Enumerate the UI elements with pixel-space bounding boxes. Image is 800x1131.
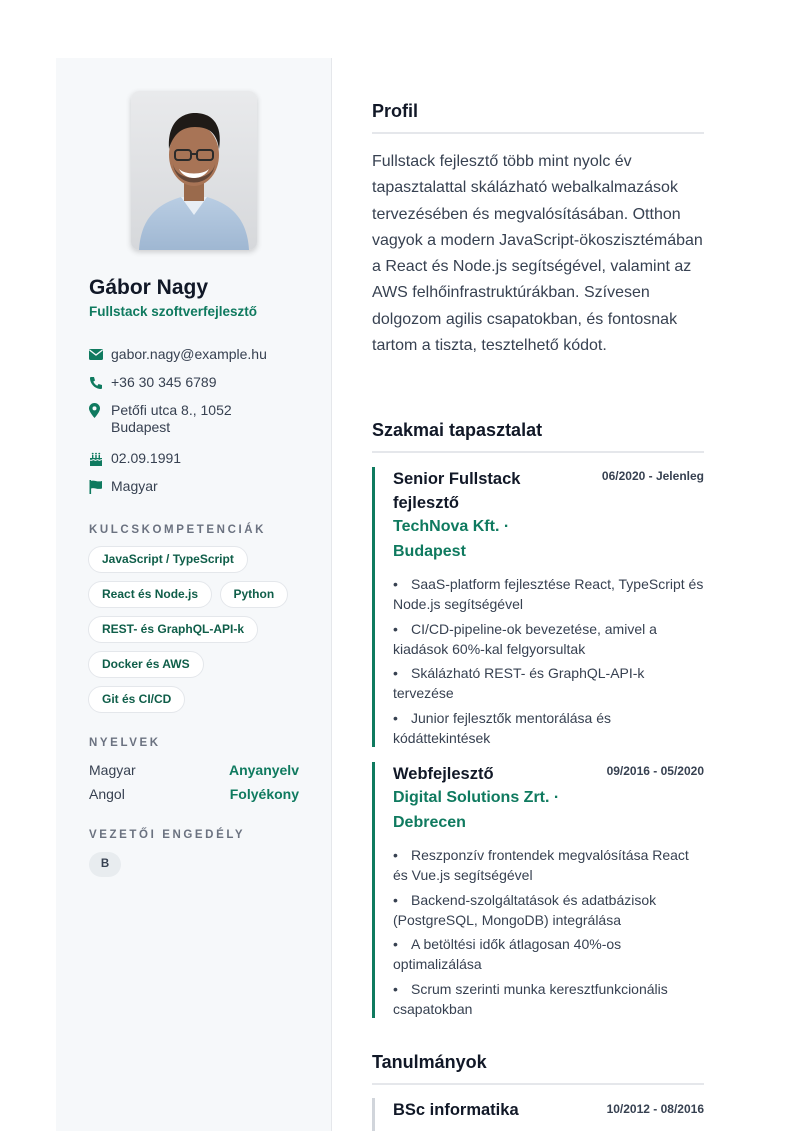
language-row [89,762,299,786]
education-heading: Tanulmányok [372,1052,704,1085]
job-bullets [393,574,704,748]
phone-icon [89,374,105,391]
job-header [393,467,704,564]
profile-heading: Profil [372,101,704,134]
person-role: Fullstack szoftverfejlesztő [89,304,258,319]
job-bullet: • Reszponzív frontendek megvalósítása React és Vue.js segítségével [393,847,689,883]
education-entry [372,1098,704,1131]
license-badge: B [89,852,121,877]
experience-heading: Szakmai tapasztalat [372,420,704,453]
email-text: gabor.nagy@example.hu [111,346,267,362]
job-dates: 09/2016 - 05/2020 [606,764,704,778]
competency-chips [88,546,313,721]
map-pin-icon [89,402,105,419]
contact-phone[interactable] [89,374,319,402]
job-bullet: • Scrum szerinti munka keresztfunkcionális csapatokban [393,980,668,1017]
language-level: Anyanyelv [228,762,299,778]
contact-email[interactable] [89,346,319,374]
competency-chip: Python [220,581,289,608]
contact-nationality [89,478,319,506]
competency-chip: Docker és AWS [88,651,204,678]
job-entry [372,467,704,747]
competency-chip: JavaScript / TypeScript [88,546,248,573]
job-dates: 06/2020 - Jelenleg [601,469,704,483]
profile-text: Fullstack fejlesztő több mint nyolc év tapasztalattal skálázható webalkalmazások tervezésében és megvalósításában. Otthon vagyok a modern JavaScript-ökoszisztémában a React és Node.js segítségével, valamint az AWS felhőinfrastruktúrákban. Szívesen dolgozom agilis csapatokban, és fontosnak tartom a tiszta, tesztelhető kódot. [372,153,703,355]
education-dates: 10/2012 - 08/2016 [606,1102,704,1116]
person-name: Gábor Nagy [89,276,209,299]
profile-photo [131,91,257,250]
language-name: Angol [89,786,125,802]
contact-list [89,346,319,506]
profile-photo-image [131,91,257,250]
competency-chip: REST- és GraphQL-API-k [88,616,258,643]
job-bullet: • A betöltési idők átlagosan 40%-os optimalizálása [393,936,622,972]
language-row [89,786,299,810]
job-header [393,762,704,835]
job-bullets [393,845,704,1019]
job-bullet: • Skálázható REST- és GraphQL-API-k tervezése [393,665,645,701]
education-title: BSc informatika [393,1101,519,1119]
address-text: Petőfi utca 8., 1052 Budapest [111,402,232,435]
birthday-cake-icon [89,450,105,467]
license-label: VEZETŐI ENGEDÉLY [89,829,246,841]
phone-text: +36 30 345 6789 [111,374,217,390]
birthdate-text: 02.09.1991 [111,450,182,466]
job-title: Webfejlesztő [393,765,494,783]
job-company: TechNova Kft. · Budapest [393,518,510,560]
nationality-text: Magyar [111,478,158,494]
competencies-label: KULCSKOMPETENCIÁK [89,524,267,536]
job-bullet: • Backend-szolgáltatások és adatbázisok (PostgreSQL, MongoDB) integrálása [393,891,657,928]
language-level: Folyékony [229,786,299,802]
envelope-icon [89,346,105,363]
contact-address [89,402,319,450]
languages-label: NYELVEK [89,737,161,749]
job-bullet: • Junior fejlesztők mentorálása és kódáttekintések [393,709,611,746]
competency-chip: React és Node.js [88,581,212,608]
job-entry [372,762,704,1018]
contact-birthdate [89,450,319,478]
job-bullet: • SaaS-platform fejlesztése React, TypeScript és Node.js segítségével [393,576,704,612]
job-title: Senior Fullstack fejlesztő [393,470,521,512]
sidebar [56,58,332,1131]
job-company: Digital Solutions Zrt. · Debrecen [393,789,560,831]
languages-table [89,762,299,810]
job-bullet: • CI/CD-pipeline-ok bevezetése, amivel a kiadások 60%-kal felgyorsultak [393,620,657,657]
competency-chip: Git és CI/CD [88,686,185,713]
language-name: Magyar [89,762,136,778]
flag-icon [89,478,105,495]
